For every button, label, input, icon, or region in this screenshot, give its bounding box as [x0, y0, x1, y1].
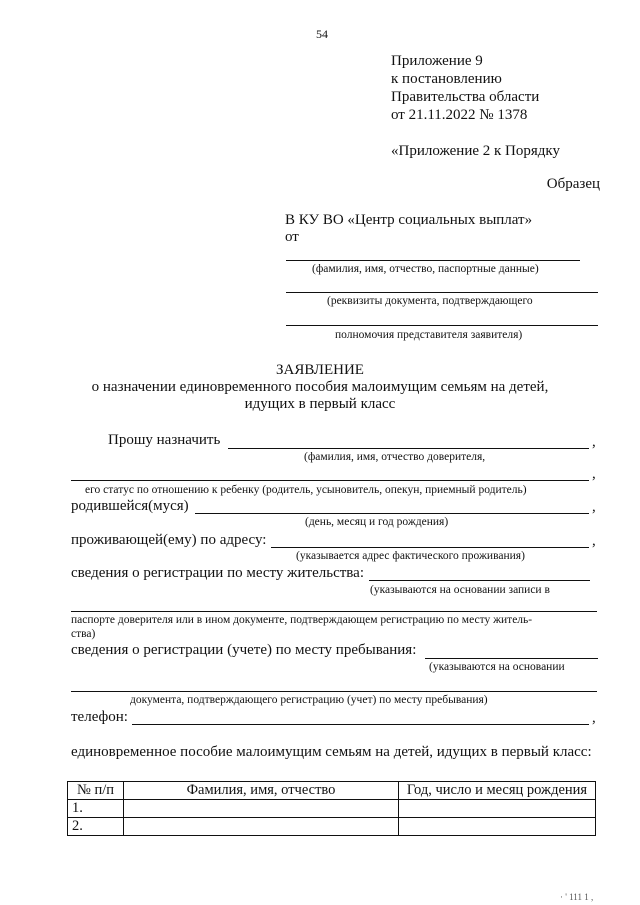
address-line[interactable]: [271, 547, 589, 548]
birth-date-line[interactable]: [195, 513, 589, 514]
status-caption: его статус по отношению к ребенку (родитель, усыновитель, опекун, приемный родитель): [85, 484, 527, 496]
phone-line[interactable]: [132, 724, 589, 725]
reg-stay-line-2[interactable]: [71, 691, 597, 692]
table-cell: 1.: [68, 800, 124, 818]
table-cell[interactable]: [124, 818, 399, 836]
phone-label: телефон:: [71, 709, 128, 725]
table-cell[interactable]: [399, 818, 596, 836]
trustor-name-line[interactable]: [228, 448, 589, 449]
authority-doc-caption-2: полномочия представителя заявителя): [335, 329, 523, 341]
authority-doc-line-2[interactable]: [286, 325, 598, 326]
footer-mark: · ' 111 1 ,: [560, 892, 594, 902]
reg-residence-line-2[interactable]: [71, 611, 597, 612]
addressee-to: В КУ ВО «Центр социальных выплат»: [285, 212, 533, 228]
benefit-text: единовременное пособие малоимущим семьям на детей, идущих в первый класс:: [71, 744, 592, 760]
request-label: Прошу назначить: [108, 432, 221, 448]
page-number: 54: [316, 27, 328, 41]
table-cell[interactable]: [124, 800, 399, 818]
resolution-line: к постановлению: [391, 71, 502, 87]
comma: ,: [592, 466, 596, 482]
table-row: [68, 818, 596, 836]
stay-caption-2: документа, подтверждающего регистрацию (учет) по месту пребывания): [130, 694, 488, 706]
reg-stay-line[interactable]: [425, 658, 598, 659]
address-caption: (указывается адрес фактического проживания): [296, 550, 525, 562]
authority-doc-caption: (реквизиты документа, подтверждающего: [327, 295, 533, 307]
table-cell[interactable]: [399, 800, 596, 818]
address-label: проживающей(ему) по адресу:: [71, 532, 267, 548]
comma: ,: [592, 710, 596, 726]
table-row: [68, 800, 596, 818]
title-main: ЗАЯВЛЕНИЕ: [276, 362, 364, 378]
comma: ,: [592, 434, 596, 450]
comma: ,: [592, 499, 596, 515]
applicant-name-caption: (фамилия, имя, отчество, паспортные данные): [312, 263, 539, 275]
sample-label: Образец: [546, 176, 600, 192]
procedure-appendix-line: «Приложение 2 к Порядку: [391, 143, 560, 159]
stay-caption-1: (указываются на основании: [429, 661, 565, 673]
born-label: родившейся(муся): [71, 498, 189, 514]
title-sub-1: о назначении единовременного пособия малоимущим семьям на детей,: [91, 379, 549, 395]
column-header: № п/п: [68, 782, 124, 800]
table-header-row: [68, 782, 596, 800]
reg-residence-line[interactable]: [369, 580, 590, 581]
appendix-line: Приложение 9: [391, 53, 483, 69]
title-sub-2: идущих в первый класс: [244, 396, 396, 412]
authority-doc-line[interactable]: [286, 292, 598, 293]
column-header: Год, число и месяц рождения: [399, 782, 596, 800]
date-number-line: от 21.11.2022 № 1378: [391, 107, 528, 123]
comma: ,: [592, 533, 596, 549]
column-header: Фамилия, имя, отчество: [124, 782, 399, 800]
reg-caption-3: ства): [71, 628, 96, 640]
reg-caption-1: (указываются на основании записи в: [370, 584, 550, 596]
addressee-from: от: [285, 229, 299, 245]
government-line: Правительства области: [391, 89, 540, 105]
children-table: [67, 781, 596, 836]
applicant-name-line[interactable]: [286, 260, 580, 261]
reg-stay-label: сведения о регистрации (учете) по месту пребывания:: [71, 642, 417, 658]
trustor-caption: (фамилия, имя, отчество доверителя,: [304, 451, 486, 463]
reg-caption-2: паспорте доверителя или в ином документе, подтверждающем регистрацию по месту житель-: [71, 614, 533, 626]
birth-caption: (день, месяц и год рождения): [305, 516, 449, 528]
table-cell: 2.: [68, 818, 124, 836]
trustor-status-line[interactable]: [71, 480, 589, 481]
reg-residence-label: сведения о регистрации по месту жительства:: [71, 565, 364, 581]
